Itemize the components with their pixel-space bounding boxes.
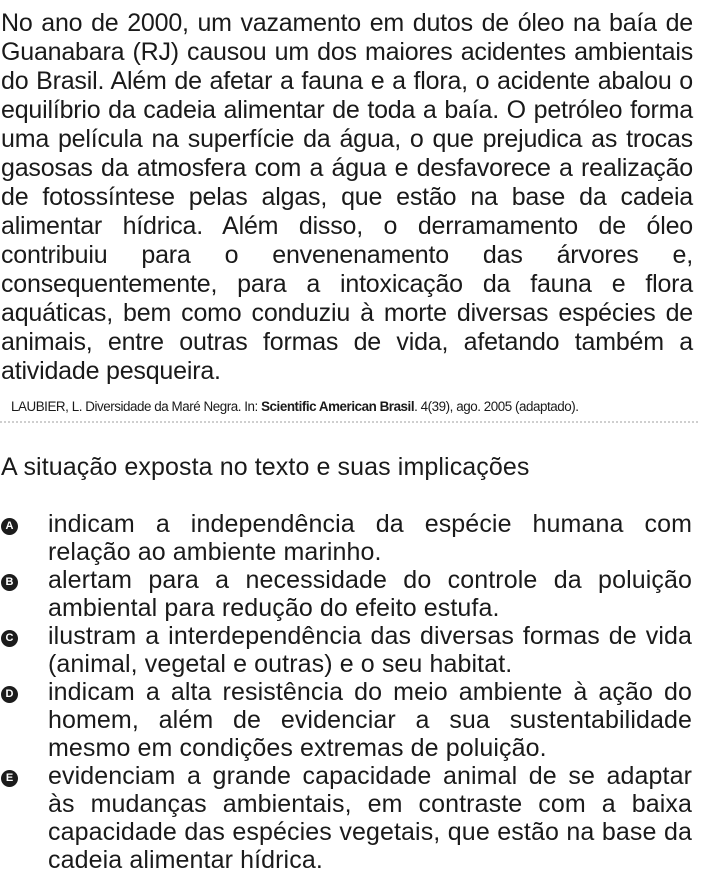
- question-stem: A situação exposta no texto e suas implicações: [1, 453, 530, 481]
- option-c-text: ilustram a interdependência das diversas formas de vida (animal, vegetal e outras) e o seu habitat.: [48, 622, 692, 678]
- passage-text: No ano de 2000, um vazamento em dutos de óleo na baía de Guanabara (RJ) causou um dos maiores acidentes ambientais do Brasil. Além de afetar a fauna e a flora, o acidente abalou o equilíbrio da cadeia alimentar de toda a baía. O petróleo forma uma película na superfície da água, o que prejudica as trocas gasosas da atmosfera com a água e desfavorece a realização de fotossíntese pelas algas, que estão na base da cadeia alimentar hídrica. Além disso, o derramamento de óleo contribuiu para o envenenamento das árvores e, consequentemente, para a intoxicação da fauna e flora aquáticas, bem como conduziu à morte diversas espécies de animais, entre outras formas de vida, afetando também a atividade pesqueira.: [1, 9, 693, 385]
- option-d-letter-icon[interactable]: D: [1, 686, 18, 703]
- option-e-text: evidenciam a grande capacidade animal de se adaptar às mudanças ambientais, em contraste com a baixa capacidade das espécies vegetais, que estão na base da cadeia alimentar hídrica.: [48, 762, 692, 874]
- option-a-text: indicam a independência da espécie humana com relação ao ambiente marinho.: [48, 510, 692, 566]
- citation: [11, 398, 701, 416]
- option-b[interactable]: [0, 566, 710, 622]
- separator-rule: [0, 421, 698, 423]
- option-b-text: alertam para a necessidade do controle da poluição ambiental para redução do efeito estufa.: [48, 566, 692, 622]
- option-a[interactable]: [0, 510, 710, 566]
- option-d-text: indicam a alta resistência do meio ambiente à ação do homem, além de evidenciar a sua sustentabilidade mesmo em condições extremas de poluição.: [48, 678, 692, 762]
- option-e[interactable]: [0, 762, 710, 874]
- citation-source: Scientific American Brasil: [261, 399, 415, 414]
- option-d[interactable]: [0, 678, 710, 762]
- answer-options: [0, 510, 710, 874]
- citation-prefix: LAUBIER, L. Diversidade da Maré Negra. In:: [11, 399, 262, 414]
- option-c-letter-icon[interactable]: C: [1, 630, 18, 647]
- citation-suffix: . 4(39), ago. 2005 (adaptado).: [414, 399, 579, 414]
- option-b-letter-icon[interactable]: B: [1, 574, 18, 591]
- option-a-letter-icon[interactable]: A: [1, 518, 18, 535]
- option-c[interactable]: [0, 622, 710, 678]
- option-e-letter-icon[interactable]: E: [1, 770, 18, 787]
